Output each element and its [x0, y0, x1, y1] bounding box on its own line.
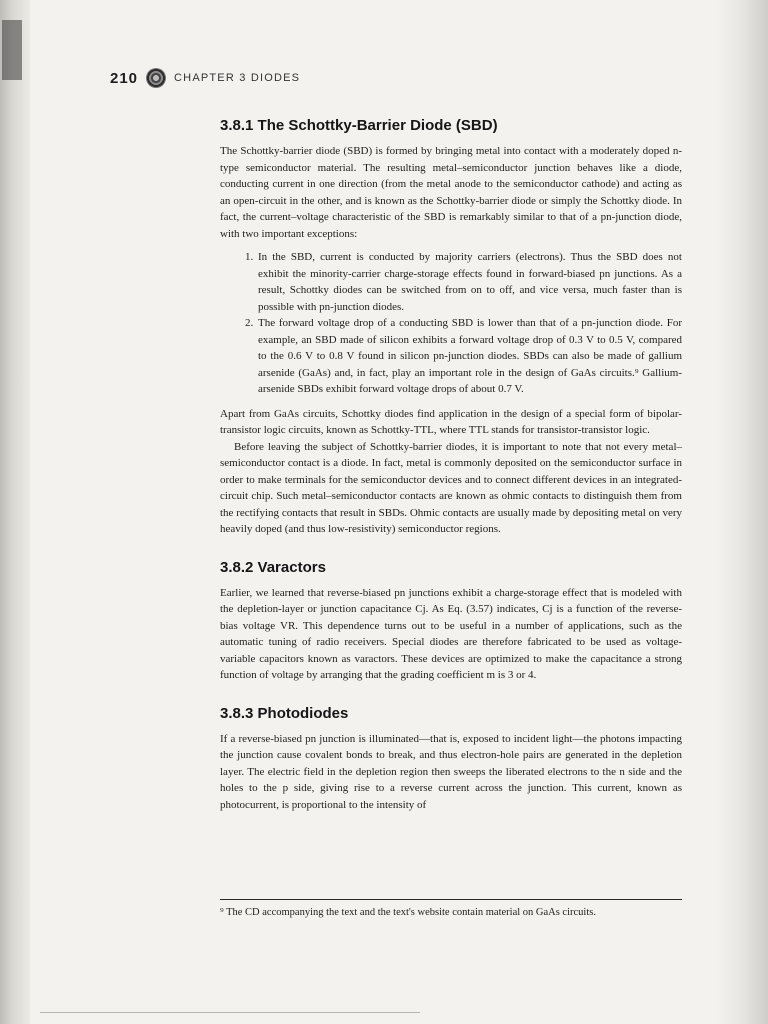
schottky-ttl-paragraph: Apart from GaAs circuits, Schottky diodes find application in the design of a special form of bipolar-transistor logic circuits, known as Schottky-TTL, where TTL stands for transistor-transistor logic.: [220, 407, 682, 436]
section-heading-varactors: 3.8.2 Varactors: [220, 558, 326, 576]
page-header: [110, 66, 300, 90]
footnote: ⁹ The CD accompanying the text and the text's website contain material on GaAs circuits.: [220, 907, 596, 918]
scan-shadow-left: [0, 0, 30, 1024]
ohmic-contacts-paragraph: Before leaving the subject of Schottky-barrier diodes, it is important to note that not every metal–semiconductor contact is a diode. In fact, metal is commonly deposited on the semiconductor surface in order to make terminals for the semiconductor devices and to connect different devices in an integrated-circuit chip. Such metal–semiconductor contacts are known as ohmic contacts to distinguish them from the rectifying contacts that result in SBDs. Ohmic contacts are usually made by depositing metal on very heavily doped (and thus low-resistivity) semiconductor regions.: [220, 440, 682, 535]
schottky-intro-paragraph: The Schottky-barrier diode (SBD) is formed by bringing metal into contact with a moderately doped n-type semiconductor material. The resulting metal–semiconductor junction behaves like a diode, conducting current in one direction (from the metal anode to the semiconductor cathode) and acting as an open-circuit in the other, and is known as the Schottky-barrier diode or simply the Schottky diode. In fact, the current–voltage characteristic of the SBD is remarkably similar to that of a pn-junction diode, with two important exceptions:: [220, 145, 682, 240]
chapter-title: CHAPTER 3 DIODES: [174, 72, 301, 84]
footnote-divider: [220, 899, 682, 900]
schottky-exceptions-list: [220, 249, 682, 398]
list-item: 2. The forward voltage drop of a conducting SBD is lower than that of a pn-junction diode. For example, an SBD made of silicon exhibits a forward voltage drop of 0.3 V to 0.5 V, compared to the 0.6 V to 0.8 V found in silicon pn-junction diodes. SBDs can also be made of gallium arsenide (GaAs) and, in fact, play an important role in the design of GaAs circuits.⁹ Gallium-arsenide SBDs exhibit forward voltage drops of about 0.7 V.: [256, 315, 682, 398]
section-heading-photodiodes: 3.8.3 Photodiodes: [220, 704, 349, 722]
varactors-paragraph: Earlier, we learned that reverse-biased pn junctions exhibit a charge-storage effect that is modeled with the depletion-layer or junction capacitance Cj. As Eq. (3.57) indicates, Cj is a function of the reverse-bias voltage VR. This dependence turns out to be useful in a number of applications, such as the automatic tuning of radio receivers. Special diodes are therefore fabricated to be used as voltage-variable capacitors known as varactors. These devices are optimized to make the capacitance a strong function of voltage by arranging that the grading coefficient m is 3 or 4.: [220, 586, 682, 681]
scan-shadow-right: [718, 0, 768, 1024]
chapter-emblem-icon: [146, 68, 166, 88]
section-heading-schottky: 3.8.1 The Schottky-Barrier Diode (SBD): [220, 117, 498, 134]
list-item: 1. In the SBD, current is conducted by majority carriers (electrons). Thus the SBD does not exhibit the minority-carrier charge-storage effects found in forward-biased pn junctions. As a result, Schottky diodes can be switched from on to off, and vice versa, much faster than is possible with pn-junction diodes.: [256, 249, 682, 315]
page-number: 210: [110, 69, 139, 87]
page-body: [220, 116, 682, 813]
scan-artifact-line: [40, 1012, 420, 1013]
photodiodes-paragraph: If a reverse-biased pn junction is illuminated—that is, exposed to incident light—the photons impacting the junction cause covalent bonds to break, and thus electron-hole pairs are generated in the depletion layer. The electric field in the depletion region then sweeps the liberated electrons to the n side and the holes to the p side, giving rise to a reverse current across the junction. This current, known as photocurrent, is proportional to the intensity of: [220, 732, 682, 811]
